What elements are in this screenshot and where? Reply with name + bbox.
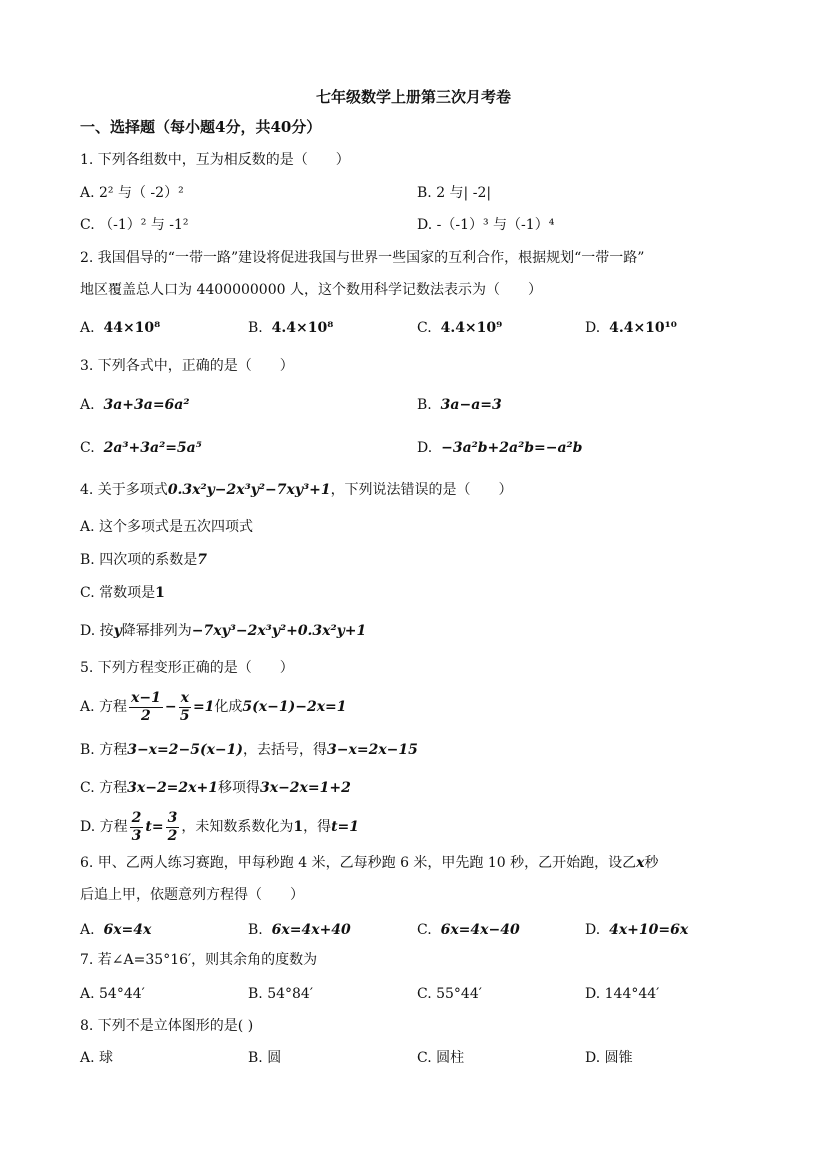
option-label: D.	[585, 320, 601, 336]
q4-option-c	[80, 583, 165, 603]
option-label: D.	[585, 922, 601, 938]
fraction-denominator: 5	[179, 707, 190, 724]
q3-option-b	[417, 395, 502, 415]
fraction-denominator: 2	[167, 827, 178, 844]
q5-option-c	[80, 778, 351, 798]
option-label: B. 方程	[80, 742, 128, 758]
option-label: C. 方程	[80, 780, 128, 796]
option-text: 化成	[214, 699, 243, 715]
fraction	[130, 810, 144, 845]
q8-option-a: A. 球	[80, 1050, 114, 1066]
q3-option-c	[80, 438, 202, 458]
q1-option-c: C. （-1）² 与 -1²	[80, 217, 189, 233]
option-text: C. 常数项是	[80, 585, 156, 601]
option-label: B.	[248, 922, 263, 938]
option-expr: 3−x=2−5(x−1)	[127, 742, 244, 758]
q5-stem: 5. 下列方程变形正确的是（ ）	[80, 660, 294, 676]
option-label: A.	[80, 922, 95, 938]
option-expr: 4.4×10¹⁰	[609, 320, 677, 336]
q7-option-b: B. 54°84′	[248, 986, 313, 1002]
option-text: D. 按	[80, 623, 114, 639]
option-expr: 6x=4x−40	[440, 922, 520, 938]
q2-stem-line1: 2. 我国倡导的“一带一路”建设将促进我国与世界一些国家的互利合作，根据规划“一带一路”	[80, 250, 645, 266]
section-heading: 一、选择题（每小题4分，共40分）	[80, 118, 322, 136]
option-expr: 4x+10=6x	[609, 922, 689, 938]
q1-option-d: D. -（-1）³ 与（-1）⁴	[417, 217, 555, 233]
q6-stem-text: 6. 甲、乙两人练习赛跑，甲每秒跑 4 米，乙每秒跑 6 米，甲先跑 10 秒，乙开始跑，设乙	[80, 855, 637, 871]
fraction	[179, 690, 191, 725]
fraction-denominator: 3	[131, 827, 142, 844]
option-expr: 3x−2=2x+1	[127, 780, 218, 796]
q1-stem: 1. 下列各组数中，互为相反数的是（ ）	[80, 152, 350, 168]
option-expr: 2a³+3a²=5a⁵	[103, 440, 202, 456]
q4-polynomial: 0.3x²y−2x³y²−7xy³+1	[167, 482, 331, 498]
q4-option-a: A. 这个多项式是五次四项式	[80, 519, 254, 535]
q2-option-a	[80, 318, 160, 338]
option-text: B. 四次项的系数是	[80, 552, 198, 568]
q3-option-a	[80, 395, 190, 415]
option-label: A. 方程	[80, 699, 128, 715]
q7-stem: 7. 若∠A=35°16′，则其余角的度数为	[80, 952, 318, 968]
option-label: A.	[80, 397, 95, 413]
option-value: 1	[155, 585, 165, 601]
q2-stem-line2: 地区覆盖总人口为 4400000000 人，这个数用科学记数法表示为（ ）	[80, 282, 542, 298]
q1-option-a: A. 2² 与（ -2）²	[80, 185, 184, 201]
q6-stem-line1	[80, 853, 659, 873]
option-text: ，得	[303, 819, 332, 835]
q1-option-b: B. 2 与| -2|	[417, 185, 492, 201]
fraction	[166, 810, 180, 845]
option-expr: 3−x=2x−15	[327, 742, 418, 758]
fraction-denominator: 2	[141, 707, 151, 724]
q2-option-d	[585, 318, 677, 338]
q7-option-c: C. 55°44′	[417, 986, 482, 1002]
q2-option-b	[248, 318, 333, 338]
q6-option-d	[585, 920, 688, 940]
q7-option-d: D. 144°44′	[585, 986, 660, 1002]
option-text: ，未知数系数化为	[181, 819, 294, 835]
page-title: 七年级数学上册第三次月考卷	[315, 88, 511, 106]
q8-stem: 8. 下列不是立体图形的是( )	[80, 1018, 254, 1034]
q6-stem-text: 秒	[644, 855, 659, 871]
fraction	[129, 690, 163, 725]
option-value: 1	[293, 819, 304, 835]
q4-stem-prefix: 4. 关于多项式	[80, 482, 168, 498]
q4-option-d	[80, 621, 366, 641]
option-expr: t=1	[331, 819, 360, 835]
option-expr: 4.4×10⁸	[271, 320, 334, 336]
option-expr: 6x=4x	[103, 922, 152, 938]
option-expr: 44×10⁸	[103, 320, 161, 336]
option-label: C.	[80, 440, 95, 456]
option-label: C.	[417, 922, 432, 938]
option-label: A.	[80, 320, 95, 336]
option-expr: 3a+3a=6a²	[103, 397, 190, 413]
fraction-numerator: x	[180, 689, 189, 706]
q4-stem	[80, 480, 513, 500]
option-expr: 5(x−1)−2x=1	[242, 699, 347, 715]
q3-option-d	[417, 438, 582, 458]
q4-option-b	[80, 550, 207, 570]
q8-option-d: D. 圆锥	[585, 1050, 633, 1066]
q3-stem: 3. 下列各式中，正确的是（ ）	[80, 358, 294, 374]
q8-option-b: B. 圆	[248, 1050, 282, 1066]
option-text: ，去括号，得	[243, 742, 328, 758]
q4-stem-suffix: ，下列说法错误的是（ ）	[330, 482, 513, 498]
q6-stem-line2: 后追上甲，依题意列方程得（ ）	[80, 887, 304, 903]
option-text: 移项得	[217, 780, 260, 796]
q5-option-a	[80, 688, 347, 726]
q6-option-a	[80, 920, 151, 940]
option-expr: −3a²b+2a²b=−a²b	[441, 440, 583, 456]
q8-option-c: C. 圆柱	[417, 1050, 465, 1066]
fraction-numerator: 3	[167, 809, 178, 826]
q6-option-b	[248, 920, 351, 940]
q6-variable: x	[636, 855, 645, 871]
q5-option-b	[80, 740, 418, 760]
equals-one: =1	[192, 699, 215, 715]
minus-sign: −	[164, 699, 177, 715]
option-value: 7	[197, 552, 207, 568]
fraction-numerator: 2	[131, 809, 142, 826]
option-expr: 3x−2x=1+2	[259, 780, 351, 796]
option-expr: −7xy³−2x³y²+0.3x²y+1	[191, 623, 367, 639]
option-expr: 4.4×10⁹	[440, 320, 503, 336]
q7-option-a: A. 54°44′	[80, 986, 145, 1002]
q5-option-d	[80, 808, 359, 846]
option-label: D.	[417, 440, 433, 456]
option-expr: 6x=4x+40	[271, 922, 351, 938]
option-label: B.	[417, 397, 432, 413]
option-text: 降幂排列为	[121, 623, 192, 639]
variable-t: t=	[145, 819, 164, 835]
q2-option-c	[417, 318, 502, 338]
option-label: C.	[417, 320, 432, 336]
option-expr: 3a−a=3	[440, 397, 502, 413]
option-label: B.	[248, 320, 263, 336]
option-variable: y	[113, 623, 122, 639]
q6-option-c	[417, 920, 520, 940]
option-label: D. 方程	[80, 819, 128, 835]
fraction-numerator: x−1	[131, 689, 161, 706]
